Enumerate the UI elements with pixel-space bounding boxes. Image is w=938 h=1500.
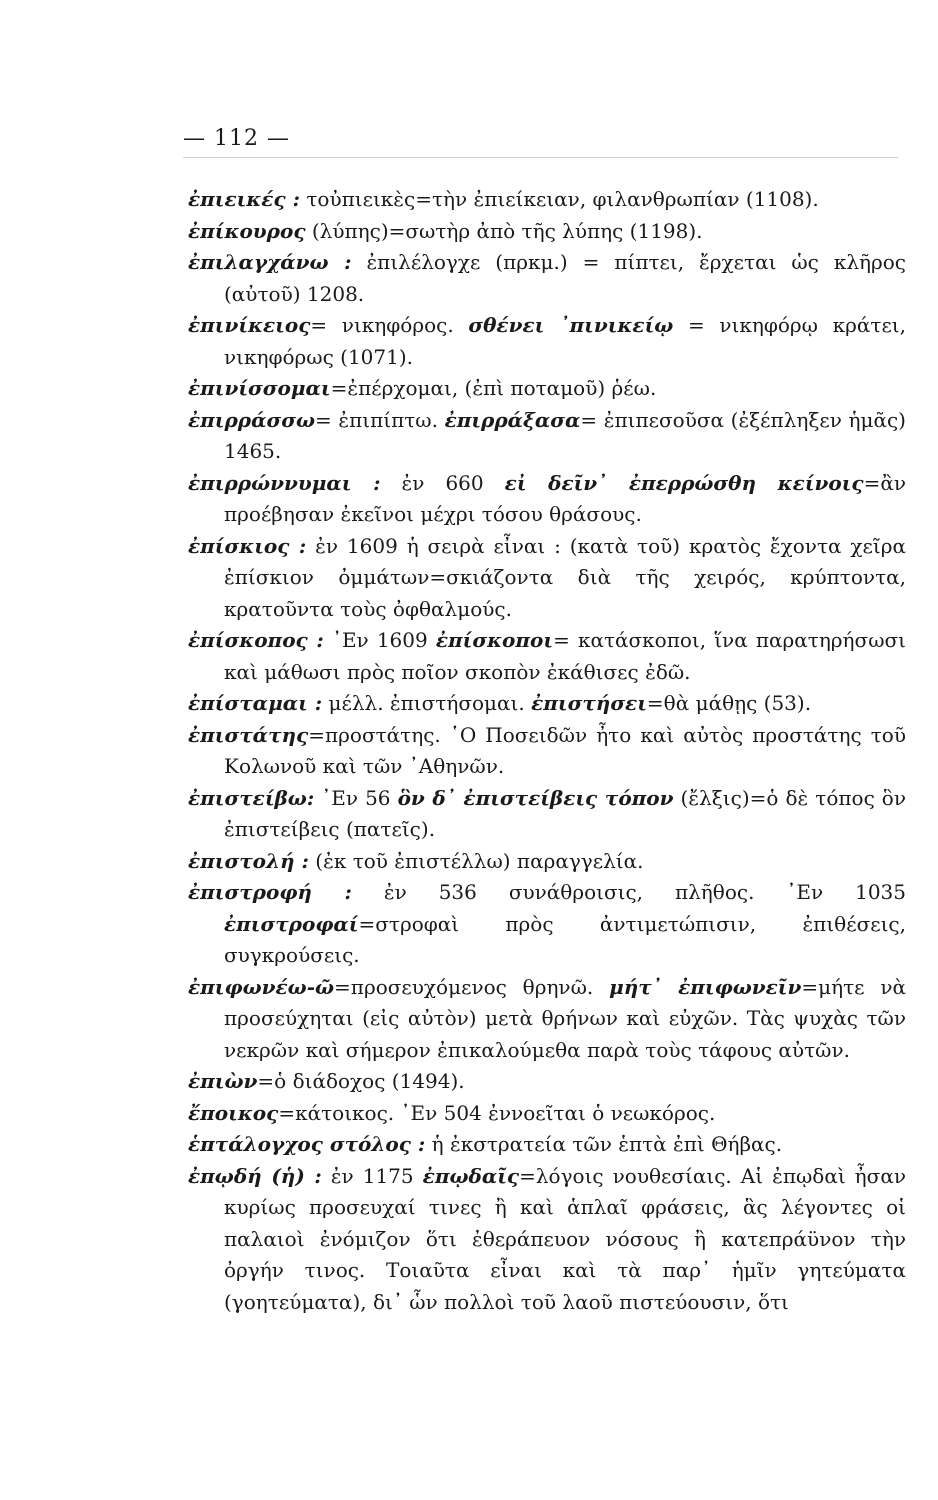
entry-lemma: ἐπιστείβω: (188, 785, 315, 810)
glossary-entry (188, 247, 906, 310)
entry-text: = νικηφόρος. (310, 313, 469, 337)
glossary-entry (188, 373, 906, 405)
page-number: — 112 — (183, 126, 290, 151)
entry-quote: σθένει ᾿πινικείῳ (468, 313, 674, 337)
glossary-entry (188, 1066, 906, 1098)
entry-text: μέλλ. ἐπιστήσομαι. (322, 691, 532, 715)
entry-text: =θὰ μάθῃς (53). (646, 691, 812, 715)
glossary-entry (188, 468, 906, 531)
glossary-entry (188, 972, 906, 1067)
entry-quote: ὃν δ᾿ ἐπιστείβεις τόπον (397, 785, 674, 810)
entry-text: ᾿Εν 56 (314, 785, 398, 810)
entry-text: (λύπης)=σωτὴρ ἀπὸ τῆς λύπης (1198). (305, 218, 703, 243)
entry-lemma: ἐπιστάτης (188, 722, 309, 747)
entry-lemma: ἐπίκουρος (188, 218, 306, 243)
glossary-entry (188, 531, 906, 626)
glossary-entry (188, 688, 906, 720)
entry-text: = ἐπιπίπτω. (315, 407, 445, 432)
header-rule (183, 157, 898, 158)
entry-lemma: ἐπιστολή : (188, 848, 309, 873)
entry-text: =προστάτης. ῾Ο Ποσειδῶν ἦτο καὶ αὐτὸς προστάτης τοῦ Κολωνοῦ καὶ τῶν ᾿Αθηνῶν. (224, 722, 906, 778)
entry-lemma: ἔποικος (188, 1100, 279, 1125)
entry-text: = κατάσκοποι, ἵνα παρατηρήσωσι καὶ μάθωσι πρὸς ποῖον σκοπὸν ἐκάθισες ἐδῶ. (224, 628, 906, 684)
entry-quote: ἐπιρράξασα (444, 407, 581, 432)
glossary-entry (188, 625, 906, 688)
glossary-entry (188, 1129, 906, 1161)
entry-text: ᾿Εν 1609 (323, 628, 436, 652)
glossary-entries (188, 184, 906, 1318)
entry-text: =στροφαὶ πρὸς ἀντιμετώπισιν, ἐπιθέσεις, συγκρούσεις. (224, 911, 906, 967)
glossary-entry (188, 1098, 906, 1130)
glossary-entry (188, 184, 906, 216)
entry-quote: ἐπιστήσει (531, 691, 647, 715)
entry-lemma: ἐπινίκειος (188, 313, 311, 337)
glossary-entry (188, 216, 906, 248)
entry-text: (ἔλξις)=ὁ δὲ τόπος ὃν ἐπιστείβεις (πατεῖς). (224, 785, 907, 841)
glossary-entry (188, 877, 906, 972)
entry-text: ἐπιλέλογχε (πρκμ.) = πίπτει, ἔρχεται ὡς κλῆρος (αὐτοῦ) 1208. (224, 250, 906, 306)
entry-text: =ὁ διάδοχος (1494). (257, 1069, 465, 1093)
entry-text: (ἐκ τοῦ ἐπιστέλλω) παραγγελία. (308, 848, 644, 873)
glossary-entry (188, 1161, 906, 1319)
entry-lemma: ἐπιλαγχάνω : (188, 250, 352, 274)
entry-text: ἐν 1609 ἡ σειρὰ εἶναι : (κατὰ τοῦ) κρατὸς ἔχοντα χεῖρα ἐπίσκιον ὀμμάτων=σκιάζοντα διὰ τῆς χειρός, κρύπτοντα, κρατοῦντα τοὺς ὀφθαλμούς. (224, 533, 906, 621)
entry-quote: μήτ᾿ ἐπιφωνεῖν (609, 974, 802, 999)
glossary-entry (188, 405, 906, 468)
glossary-entry (188, 783, 906, 846)
entry-text: ἡ ἐκστρατεία τῶν ἑπτὰ ἐπὶ Θήβας. (425, 1132, 783, 1156)
glossary-entry (188, 720, 906, 783)
entry-lemma: ἐπῳδή (ἡ) : (188, 1163, 322, 1188)
entry-quote: ἐπίσκοποι (435, 628, 554, 652)
entry-quote: ἐπῳδαῖς (422, 1163, 520, 1188)
entry-lemma: ἐπιστροφή : (188, 880, 352, 904)
entry-text: =κάτοικος. ᾿Εν 504 ἐννοεῖται ὁ νεωκόρος. (278, 1100, 716, 1125)
entry-lemma: ἐπιρρώννυμαι : (188, 470, 381, 495)
entry-lemma: ἐπίσταμαι : (188, 691, 323, 715)
glossary-entry (188, 310, 906, 373)
entry-lemma: ἐπιεικές : (188, 187, 300, 211)
entry-quote: ἐπιστροφαί (224, 911, 359, 936)
entry-text: ἐν 1175 (321, 1163, 423, 1188)
entry-lemma: ἐπιρράσσω (188, 407, 316, 432)
entry-text: =ἂν προέβησαν ἐκεῖνοι μέχρι τόσου θράσους. (224, 470, 907, 526)
entry-text: ἐν 536 συνάθροισις, πλῆθος. ᾿Εν 1035 (351, 880, 906, 904)
entry-lemma: ἐπιφωνέω-ῶ (188, 974, 335, 999)
entry-text: ἐν 660 (380, 470, 505, 495)
entry-text: =ἐπέρχομαι, (ἐπὶ ποταμοῦ) ῥέω. (330, 376, 657, 400)
glossary-entry (188, 846, 906, 878)
entry-text: τοὐπιεικὲς=τὴν ἐπιείκειαν, φιλανθρωπίαν (1108). (299, 187, 819, 211)
entry-lemma: ἐπινίσσομαι (188, 376, 331, 400)
entry-text: =λόγοις νουθεσίαις. Αἱ ἐπῳδαὶ ἦσαν κυρίως προσευχαί τινες ἢ καὶ ἁπλαῖ φράσεις, ἃς λέγοντες οἱ παλαιοὶ ἐνόμιζον ὅτι ἐθεράπευον νόσους ἢ κατεπράϋνον τὴν ὀργήν τινος. Τοιαῦτα εἶναι καὶ τὰ παρ᾿ ἡμῖν γητεύματα (γοητεύματα), δι᾿ ὧν πολλοὶ τοῦ λαοῦ πιστεύουσιν, ὅτι (224, 1163, 906, 1314)
entry-text: =προσευχόμενος θρηνῶ. (334, 974, 610, 999)
entry-quote: εἰ δεῖν᾿ ἐπερρώσθη κείνοις (504, 470, 864, 495)
entry-text: = νικηφόρῳ κράτει, νικηφόρως (1071). (224, 313, 906, 369)
entry-lemma: ἐπιὼν (188, 1069, 258, 1093)
entry-lemma: ἐπίσκοπος : (188, 628, 324, 652)
entry-lemma: ἐπίσκιος : (188, 533, 307, 558)
entry-text: =μήτε νὰ προσεύχηται (εἰς αὐτὸν) μετὰ θρήνων καὶ εὐχῶν. Τὰς ψυχὰς τῶν νεκρῶν καὶ σήμερον ἐπικαλούμεθα παρὰ τοὺς τάφους αὐτῶν. (224, 974, 906, 1062)
entry-text: = ἐπιπεσοῦσα (ἐξέπληξεν ἡμᾶς) 1465. (224, 407, 906, 463)
entry-lemma: ἑπτάλογχος στόλος : (188, 1132, 426, 1156)
